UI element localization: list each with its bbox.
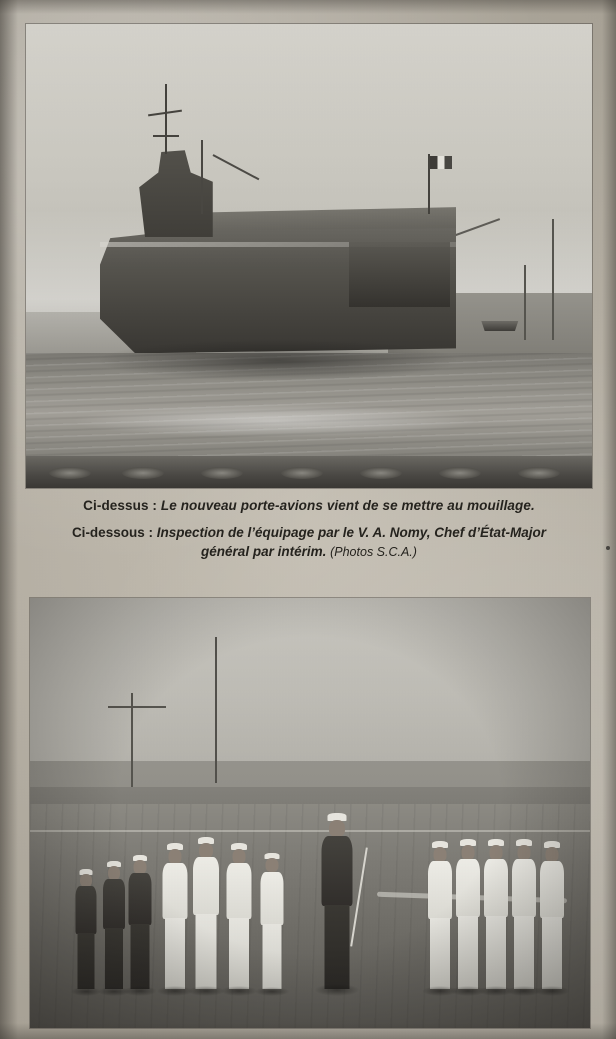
scan-edge-left bbox=[0, 0, 18, 1039]
hull-water-shadow bbox=[100, 340, 457, 382]
rope-knot bbox=[360, 467, 402, 479]
rope-knot bbox=[49, 467, 91, 479]
photo-crew-inspection bbox=[30, 598, 590, 1028]
photo-carrier-at-anchor bbox=[26, 24, 592, 488]
rope-knot bbox=[122, 467, 164, 479]
scan-edge-top bbox=[0, 0, 616, 14]
carrier-main-mast bbox=[165, 84, 167, 154]
caption-below-line2: général par intérim. bbox=[201, 544, 327, 560]
rope-knot bbox=[201, 467, 243, 479]
caption-below bbox=[26, 523, 592, 562]
caption-above bbox=[26, 496, 592, 516]
sea-glint bbox=[71, 404, 479, 438]
caption-above-text: Le nouveau porte-avions vient de se mettre au mouillage. bbox=[160, 498, 535, 513]
photo-vignette bbox=[30, 598, 590, 1028]
carrier-forward-mast bbox=[201, 140, 203, 214]
caption-photo-source: (Photos S.C.A.) bbox=[330, 545, 417, 560]
caption-block bbox=[26, 496, 592, 562]
rope-knot bbox=[518, 467, 560, 479]
french-flag-icon bbox=[430, 156, 452, 169]
rope-knot bbox=[281, 467, 323, 479]
scan-edge-bottom bbox=[0, 1023, 616, 1039]
dock-pole-2 bbox=[524, 265, 526, 339]
caption-above-lead: Ci-dessus : bbox=[83, 498, 158, 513]
caption-below-line1: Inspection de l’équipage par le V. A. Nomy, Chef d’État-Major bbox=[156, 524, 547, 540]
carrier-yardarm-lower bbox=[153, 135, 179, 137]
small-boat bbox=[479, 321, 521, 331]
carrier-stern-structure bbox=[349, 242, 451, 307]
scan-edge-right bbox=[602, 0, 616, 1039]
rope-knot bbox=[439, 467, 481, 479]
caption-below-lead: Ci-dessous : bbox=[71, 524, 153, 540]
dock-pole-1 bbox=[552, 219, 554, 340]
